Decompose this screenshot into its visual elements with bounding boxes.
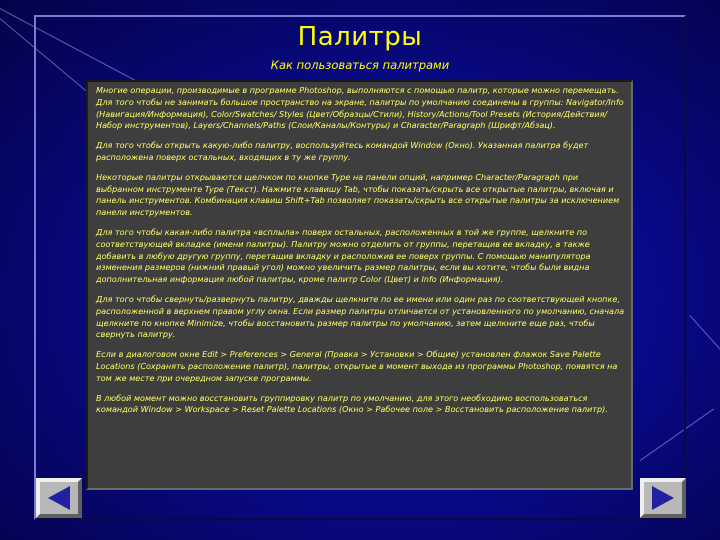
paragraph: В любой момент можно восстановить группировку палитр по умолчанию, для этого необходимо воспользоваться командой Window > Workspace > Reset Palette Locations (Окно > Рабочее поле > Восстановить расположение палитр). (96, 392, 608, 415)
right-triangle-icon (640, 478, 686, 518)
paragraph: Для того чтобы открыть какую-либо палитру, воспользуйтесь командой Window (Окно). Указанная палитра будет расположена поверх остальных, входящих в ту же группу. (96, 140, 589, 162)
slide-body (96, 85, 626, 424)
decorative-beam (689, 315, 720, 360)
left-triangle-icon (36, 478, 82, 518)
paragraph: Если в диалоговом окне Edit > Preferences > General (Правка > Установки > Общие) установлен флажок Save Palette Locations (Сохранять расположение палитр), палитры, открытые в момент выхода из программы Photoshop, появятся на том же месте при очередном запуске программы. (96, 349, 618, 383)
previous-slide-button[interactable] (36, 478, 82, 518)
paragraph: Многие операции, производимые в программе Photoshop, выполняются с помощью палитр, которые можно перемещать. Для того чтобы не занимать большое пространство на экране, палитры по умолчанию соединены в группы: Navigator/Info (Навигация/Информация), Color/Swatches/ Styles (Цвет/Образцы/Стили), History/Actions/Tool Presets (История/Действия/Набор инструментов), Layers/Channels/Paths (Слои/Каналы/Контуры) и Character/Paragraph (Шрифт/Абзац). (96, 85, 624, 131)
paragraph: Некоторые палитры открываются щелчком по кнопке Type на панели опций, например Character/Paragraph при выбранном инструменте Type (Текст). Нажмите клавишу Tab, чтобы показать/скрыть все открытые палитры, включая и панель инструментов. Комбинация клавиш Shift+Tab позволяет показать/скрыть все открытые палитры за исключением панели инструментов. (96, 171, 620, 218)
slide-subtitle: Как пользоваться палитрами (270, 58, 450, 72)
slide-title: Палитры (297, 22, 423, 52)
paragraph: Для того чтобы свернуть/развернуть палитру, дважды щелкните по ее имени или один раз по соответствующей кнопке, расположенной в верхнем правом углу окна. Если размер палитры отличается от установленного по умолчанию, сначала щелкните по кнопке Minimize, чтобы восстановить размер палитры по умолчанию, затем щелкните еще раз, чтобы свернуть палитру. (96, 293, 625, 340)
paragraph: Для того чтобы какая-либо палитра «всплыла» поверх остальных, расположенных в той же группе, щелкните по соответствующей вкладке (имени палитры). Палитру можно отделить от группы, перетащив ее вкладку, а также добавить в любую другую группу, перетащив вкладку и расположив ее поверх группы. С помощью манипулятора изменения размеров (нижний правый угол) можно увеличить размер палитры, если вы хотите, чтобы были видна дополнительная информация любой палитры, кроме палитр Color (Цвет) и Info (Информация). (96, 226, 591, 285)
next-slide-button[interactable] (640, 478, 686, 518)
